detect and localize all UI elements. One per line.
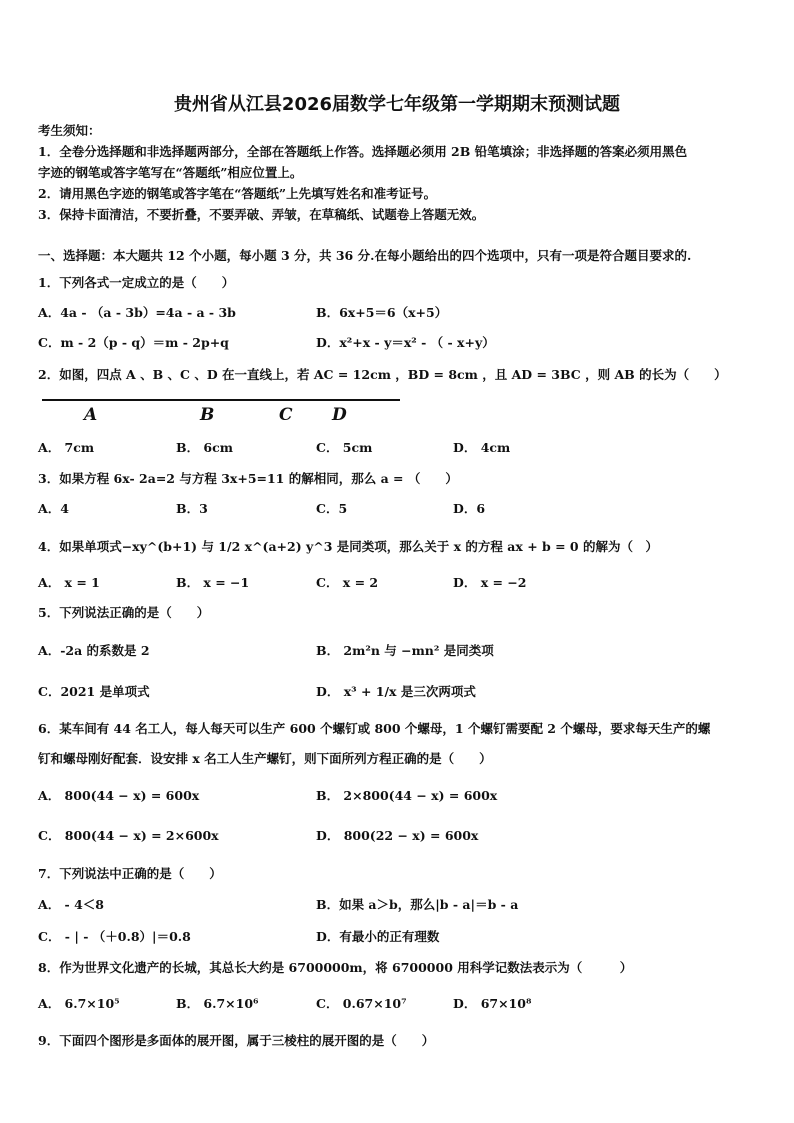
q7-option-c: C． - | - （＋0.8）|＝0.8 <box>38 929 191 944</box>
notice-line-2: 2．请用黑色字迹的钢笔或答字笔在“答题纸”上先填写姓名和准考证号。 <box>38 186 437 201</box>
notice-line-1a: 1．全卷分选择题和非选择题两部分，全部在答题纸上作答。选择题必须用 2B 铅笔填涂；非选择题的答案必须用黑色 <box>38 144 688 159</box>
q7-option-b: B．如果 a＞b，那么|b - a|＝b - a <box>316 897 519 912</box>
q7-option-d: D．有最小的正有理数 <box>316 929 440 944</box>
q3-stem: 3．如果方程 6x- 2a=2 与方程 3x+5=11 的解相同，那么 a = （ ） <box>38 471 458 486</box>
q2-option-d: D． 4cm <box>453 440 511 455</box>
q2-point-c: C <box>279 405 293 425</box>
q6-option-c: C． 800(44 − x) = 2×600x <box>38 828 219 843</box>
q6-option-b: B． 2×800(44 − x) = 600x <box>316 788 498 803</box>
q3-option-c: C．5 <box>316 501 348 516</box>
notice-line-1b: 字迹的钢笔或答字笔写在“答题纸”相应位置上。 <box>38 165 303 180</box>
q5-option-b: B． 2m²n 与 −mn² 是同类项 <box>316 643 494 658</box>
q5-option-c: C．2021 是单项式 <box>38 684 150 699</box>
q2-point-d: D <box>332 405 347 425</box>
q1-option-b: B．6x+5＝6（x+5） <box>316 305 448 320</box>
q2-option-a: A． 7cm <box>38 440 95 455</box>
q2-point-a: A <box>84 405 98 425</box>
q3-option-b: B．3 <box>176 501 208 516</box>
q2-option-c: C． 5cm <box>316 440 373 455</box>
q4-stem: 4．如果单项式−xy^(b+1) 与 1/2 x^(a+2) y^3 是同类项，那么关于 x 的方程 ax + b = 0 的解为（ ） <box>38 539 658 554</box>
q8-stem: 8．作为世界文化遗产的长城，其总长大约是 6700000m，将 6700000 用科学记数法表示为（ ） <box>38 960 633 975</box>
q7-stem: 7．下列说法中正确的是（ ） <box>38 866 222 881</box>
q5-option-a: A．-2a 的系数是 2 <box>38 643 150 658</box>
q5-stem: 5．下列说法正确的是（ ） <box>38 605 210 620</box>
notice-heading: 考生须知： <box>38 123 101 138</box>
q4-option-c: C． x = 2 <box>316 575 379 590</box>
q4-option-a: A． x = 1 <box>38 575 100 590</box>
q6-stem-line-2: 钉和螺母刚好配套．设安排 x 名工人生产螺钉，则下面所列方程正确的是（ ） <box>38 751 492 766</box>
q1-stem: 1．下列各式一定成立的是（ ） <box>38 275 235 290</box>
q3-option-d: D．6 <box>453 501 486 516</box>
q2-stem: 2．如图，四点 A 、B 、C 、D 在一直线上，若 AC = 12cm ，BD = 8cm ，且 AD = 3BC ，则 AB 的长为（ ） <box>38 367 727 382</box>
q1-option-c: C．m - 2（p - q）＝m - 2p+q <box>38 335 229 350</box>
q4-option-d: D． x = −2 <box>453 575 527 590</box>
q6-stem-line-1: 6．某车间有 44 名工人，每人每天可以生产 600 个螺钉或 800 个螺母，1 个螺钉需要配 2 个螺母，要求每天生产的螺 <box>38 721 711 736</box>
q8-option-a: A． 6.7×10⁵ <box>38 996 120 1011</box>
q8-option-d: D． 67×10⁸ <box>453 996 532 1011</box>
q2-option-b: B． 6cm <box>176 440 233 455</box>
q2-line-segment <box>42 399 400 401</box>
q1-option-a: A．4a - （a - 3b）=4a - a - 3b <box>38 305 236 320</box>
notice-line-3: 3．保持卡面清洁，不要折叠，不要弄破、弄皱，在草稿纸、试题卷上答题无效。 <box>38 207 485 222</box>
q9-stem: 9．下面四个图形是多面体的展开图，属于三棱柱的展开图的是（ ） <box>38 1033 435 1048</box>
q8-option-c: C． 0.67×10⁷ <box>316 996 407 1011</box>
q3-option-a: A．4 <box>38 501 69 516</box>
q8-option-b: B． 6.7×10⁶ <box>176 996 259 1011</box>
q1-option-d: D．x²+x - y＝x² - （ - x+y） <box>316 335 495 350</box>
page-title: 贵州省从江县2026届数学七年级第一学期期末预测试题 <box>173 94 621 115</box>
q7-option-a: A． - 4＜8 <box>38 897 104 912</box>
q2-point-b: B <box>200 405 215 425</box>
q6-option-a: A． 800(44 − x) = 600x <box>38 788 200 803</box>
section-heading: 一、选择题：本大题共 12 个小题，每小题 3 分，共 36 分.在每小题给出的四个选项中，只有一项是符合题目要求的. <box>38 248 692 263</box>
q4-option-b: B． x = −1 <box>176 575 250 590</box>
q6-option-d: D． 800(22 − x) = 600x <box>316 828 479 843</box>
q5-option-d: D． x³ + 1/x 是三次两项式 <box>316 684 476 699</box>
